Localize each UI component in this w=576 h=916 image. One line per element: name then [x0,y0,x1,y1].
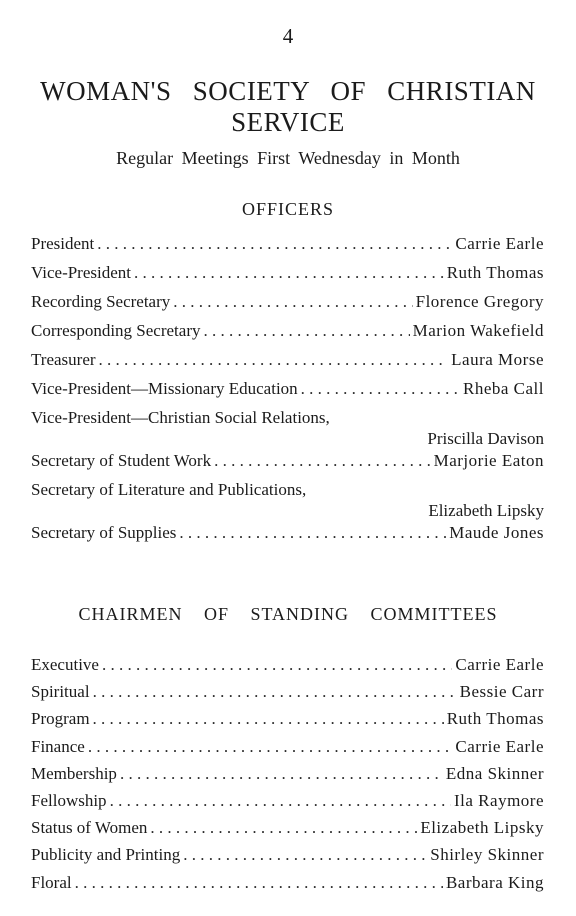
dot-leader [203,321,409,341]
officer-name: Marion Wakefield [412,321,544,340]
officer-row-recording-secretary [31,292,544,321]
officer-name: Marjorie Eaton [433,451,544,470]
committee-name: Membership [31,763,117,783]
officer-row-student-work [31,451,544,480]
officer-row-supplies [31,523,544,552]
chairman-name: Edna Skinner [445,763,544,783]
dot-leader [93,682,457,702]
page-title: WOMAN'S SOCIETY OF CHRISTIAN SERVICE [40,76,536,137]
officer-row-vice-president [31,263,544,292]
officer-role: Secretary of Supplies [31,523,177,542]
dot-leader [110,791,451,811]
chairman-name: Ila Raymore [454,790,544,810]
dot-leader [97,234,452,254]
officers-list [31,234,544,552]
committee-name: Executive [31,655,99,674]
officer-row-literature [31,480,544,523]
page-number: 4 [282,24,294,48]
dot-leader [214,451,431,471]
committee-row-status-women [31,818,544,845]
committee-row-publicity [31,845,544,872]
committee-row-spiritual [31,682,544,709]
dot-leader [102,655,452,675]
dot-leader [120,764,443,784]
chairman-name: Bessie Carr [459,682,544,702]
committee-name: Finance [31,736,85,756]
chairman-name: Carrie Earle [455,736,544,756]
committee-row-finance [31,737,544,764]
officer-role: President [31,234,95,253]
committee-name: Spiritual [31,682,90,702]
chairman-name: Barbara King [445,872,544,892]
dot-leader [183,845,427,865]
committees-list [31,655,544,900]
dot-leader [179,523,446,543]
officer-role: Vice-President [31,263,131,282]
dot-leader [134,263,444,283]
officer-name: Priscilla Davison [427,429,544,448]
dot-leader [93,709,444,729]
committee-row-program [31,709,544,736]
dot-leader [301,379,460,399]
officer-name: Carrie Earle [455,234,544,253]
committee-name: Status of Women [31,818,148,838]
chairman-name: Carrie Earle [455,655,544,674]
committee-name: Program [31,709,90,729]
officer-role: Treasurer [31,350,96,369]
officer-name: Florence Gregory [415,292,544,311]
committee-row-floral [31,873,544,900]
dot-leader [99,350,449,370]
officer-role: Vice-President—Christian Social Relations, [31,408,330,427]
officer-role: Recording Secretary [31,292,171,311]
officer-row-treasurer [31,350,544,379]
officer-role: Secretary of Student Work [31,451,212,470]
officer-name: Rheba Call [462,379,544,398]
dot-leader [173,292,412,312]
committees-heading: CHAIRMEN OF STANDING COMMITTEES [78,604,498,624]
officer-row-vp-missionary [31,379,544,408]
committee-name: Publicity and Printing [31,845,181,865]
committee-name: Floral [31,872,72,892]
chairman-name: Elizabeth Lipsky [420,818,544,838]
chairman-name: Shirley Skinner [430,845,544,865]
officer-row-president [31,234,544,263]
committee-row-fellowship [31,791,544,818]
committee-row-membership [31,764,544,791]
officer-row-corresponding-secretary [31,321,544,350]
dot-leader [150,818,417,838]
officer-role: Secretary of Literature and Publications, [31,480,307,499]
committee-row-executive [31,655,544,682]
officer-row-vp-social [31,408,544,451]
dot-leader [88,737,453,757]
officer-name: Elizabeth Lipsky [428,501,544,520]
committee-name: Fellowship [31,790,107,810]
meeting-schedule: Regular Meetings First Wednesday in Month [116,148,460,168]
chairman-name: Ruth Thomas [446,709,544,729]
officer-name: Ruth Thomas [446,263,544,282]
officers-heading: OFFICERS [241,199,335,219]
officer-role: Vice-President—Missionary Education [31,379,298,398]
dot-leader [75,873,443,893]
officer-role: Corresponding Secretary [31,321,201,340]
officer-name: Maude Jones [449,523,544,542]
officer-name: Laura Morse [451,350,544,369]
